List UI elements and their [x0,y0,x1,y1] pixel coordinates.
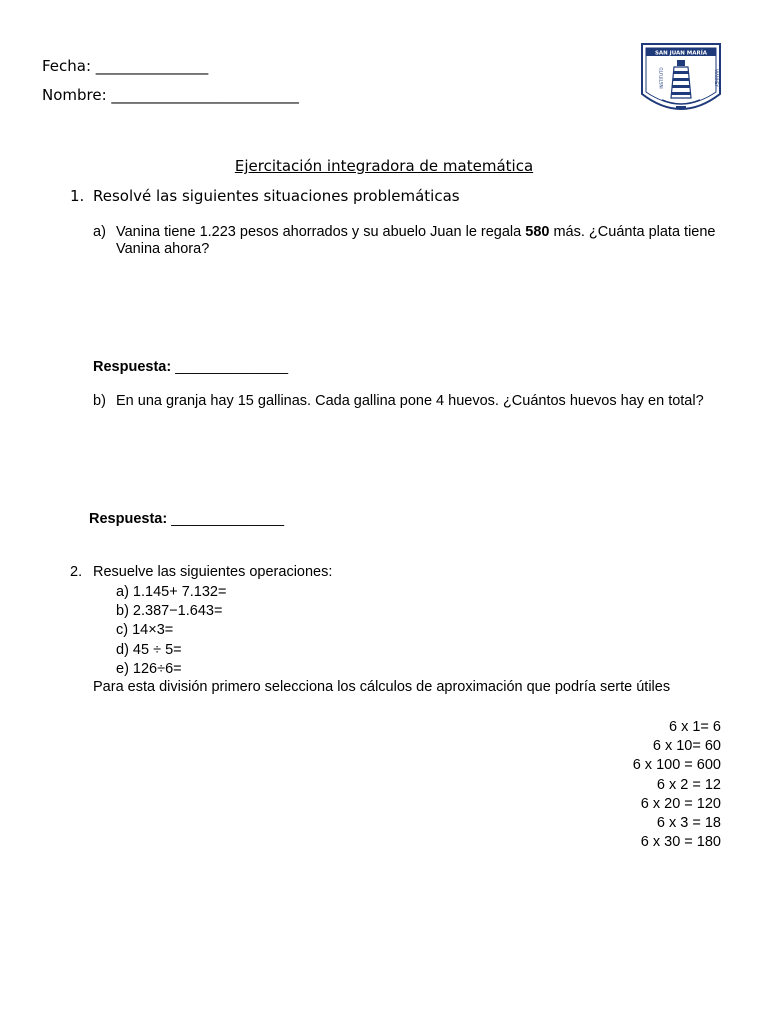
item-a-text-before: Vanina tiene 1.223 pesos ahorrados y su abuelo Juan le regala [116,224,526,240]
answer-a-line: ______________ [171,359,289,375]
approximation-item: 6 x 2 = 12 [656,776,721,793]
approximation-item: 6 x 100 = 600 [632,757,721,774]
logo-top-text: SAN JUAN MARÍA [654,50,708,57]
section-2-number: 2. [70,564,83,580]
division-note: Para esta división primero selecciona los cálculos de aproximación que podría serte útiles [93,679,671,695]
approximation-list [633,718,721,852]
school-crest-logo [640,42,722,118]
answer-b-label: Respuesta: [89,511,168,527]
item-b-letter: b) [93,393,106,409]
item-a-text-after: más. ¿Cuánta plata tiene Vanina ahora? [116,224,716,257]
date-field-label: Fecha: _______________ [42,57,209,75]
operation-item: e) 126÷6= [116,660,182,677]
page-title: Ejercitación integradora de matemática [234,157,534,175]
approximation-item: 6 x 30 = 180 [640,834,721,851]
approximation-item: 6 x 3 = 18 [656,815,721,832]
section-1-heading: Resolvé las siguientes situaciones problemáticas [93,187,460,205]
item-a-text [116,224,728,258]
approximation-item: 6 x 10= 60 [652,738,721,755]
operation-item: a) 1.145+ 7.132= [116,584,227,600]
answer-a-label: Respuesta: [93,359,172,375]
section-1-number: 1. [70,187,85,205]
answer-b [89,511,284,527]
name-field-label: Nombre: _________________________ [42,86,299,104]
operation-item: b) 2.387−1.643= [116,603,223,620]
item-b-text: En una granja hay 15 gallinas. Cada gallina pone 4 huevos. ¿Cuántos huevos hay en total? [116,393,704,409]
answer-b-line: ______________ [167,511,285,527]
answer-a [93,359,288,375]
logo-right-text: VIANNEY [714,69,719,87]
operation-item: c) 14×3= [116,622,174,639]
operations-list [116,583,226,679]
item-a-letter: a) [93,224,106,240]
approximation-item: 6 x 1= 6 [669,719,721,735]
section-2-heading: Resuelve las siguientes operaciones: [93,564,333,580]
item-a-bold-number: 580 [525,224,550,240]
logo-left-text: INSTITUTO [659,67,664,89]
approximation-item: 6 x 20 = 120 [640,795,721,812]
operation-item: d) 45 ÷ 5= [116,641,182,658]
